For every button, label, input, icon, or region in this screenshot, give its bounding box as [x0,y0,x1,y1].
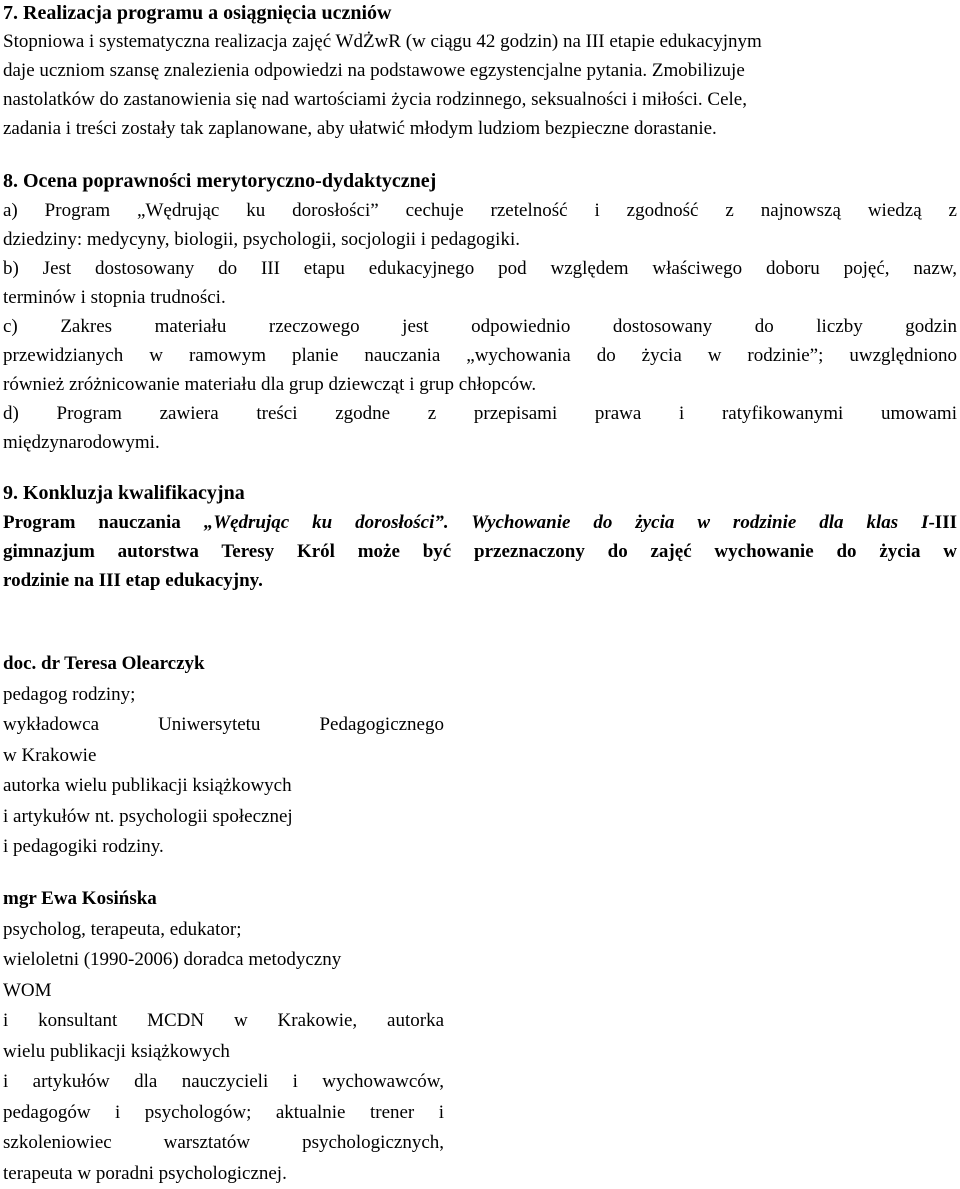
conclusion-text: Program nauczania [3,512,204,533]
point-b-line: terminów i stopnia trudności. [3,283,957,312]
author-2-line: pedagogów i psychologów; aktualnie trener i [3,1098,444,1129]
section-9-body [3,508,957,595]
section-7-line: daje uczniom szansę znalezienia odpowiedzi na podstawowe egzystencjalne pytania. Zmobilizuje [3,56,957,85]
author-2-line: szkoleniowiec warsztatów psychologicznych, [3,1128,444,1159]
section-8-heading: 8. Ocena poprawności merytoryczno-dydaktycznej [3,167,436,195]
conclusion-line [3,508,957,537]
author-2-name: mgr Ewa Kosińska [3,884,444,915]
author-1-line: i artykułów nt. psychologii społecznej [3,802,444,833]
author-2-line: i konsultant MCDN w Krakowie, autorka [3,1006,444,1037]
point-b-line: b) Jest dostosowany do III etapu edukacyjnego pod względem właściwego doboru pojęć, nazw, [3,254,957,283]
author-2-line: terapeuta w poradni psychologicznej. [3,1159,444,1189]
author-1-line: autorka wielu publikacji książkowych [3,771,444,802]
author-2-line: wieloletni (1990-2006) doradca metodyczny [3,945,444,976]
conclusion-line: rodzinie na III etap edukacyjny. [3,566,957,595]
conclusion-text: -III [928,512,957,533]
author-2-line: wielu publikacji książkowych [3,1037,444,1068]
section-8-body [3,196,957,457]
point-a-line: a) Program „Wędrując ku dorosłości” cechuje rzetelność i zgodność z najnowszą wiedzą z [3,196,957,225]
point-d-line: d) Program zawiera treści zgodne z przepisami prawa i ratyfikowanymi umowami [3,399,957,428]
author-1-block [3,649,444,863]
section-7-line: nastolatków do zastanowienia się nad wartościami życia rodzinnego, seksualności i miłości. Cele, [3,85,957,114]
section-7-line: Stopniowa i systematyczna realizacja zajęć WdŻwR (w ciągu 42 godzin) na III etapie edukacyjnym [3,27,957,56]
section-7-body [3,27,957,143]
point-c-line: c) Zakres materiału rzeczowego jest odpowiednio dostosowany do liczby godzin [3,312,957,341]
author-2-line: WOM [3,976,444,1007]
point-d-line: międzynarodowymi. [3,428,957,457]
author-2-block [3,884,444,1189]
author-1-line: pedagog rodziny; [3,680,444,711]
section-7-heading: 7. Realizacja programu a osiągnięcia uczniów [3,0,391,27]
point-c-line: przewidzianych w ramowym planie nauczania „wychowania do życia w rodzinie”; uwzględniono [3,341,957,370]
author-1-line: wykładowca Uniwersytetu Pedagogicznego [3,710,444,741]
author-2-line: psycholog, terapeuta, edukator; [3,915,444,946]
program-title: „Wędrując ku dorosłości”. Wychowanie do życia w rodzinie dla klas I [204,512,929,533]
author-2-line: i artykułów dla nauczycieli i wychowawców, [3,1067,444,1098]
author-1-line: w Krakowie [3,741,444,772]
conclusion-line: gimnazjum autorstwa Teresy Król może być przeznaczony do zajęć wychowanie do życia w [3,537,957,566]
author-1-line: i pedagogiki rodziny. [3,832,444,863]
section-9-heading: 9. Konkluzja kwalifikacyjna [3,479,245,507]
point-a-line: dziedziny: medycyny, biologii, psychologii, socjologii i pedagogiki. [3,225,957,254]
section-7-line: zadania i treści zostały tak zaplanowane, aby ułatwić młodym ludziom bezpieczne dorastanie. [3,114,957,143]
author-1-name: doc. dr Teresa Olearczyk [3,649,444,680]
point-c-line: również zróżnicowanie materiału dla grup dziewcząt i grup chłopców. [3,370,957,399]
